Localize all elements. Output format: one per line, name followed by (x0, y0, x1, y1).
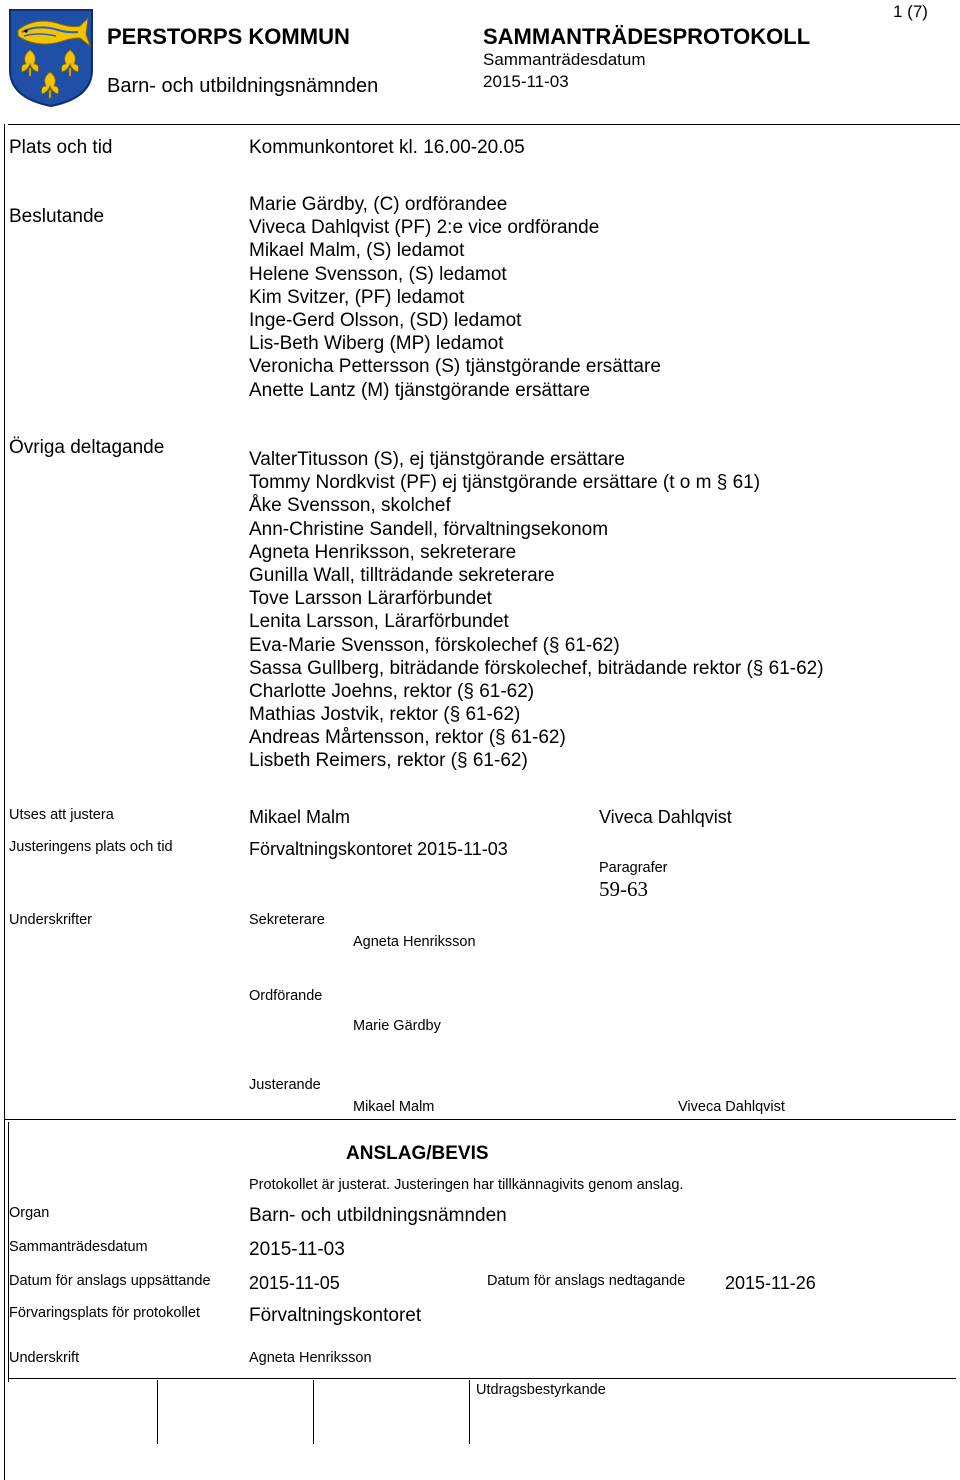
notice-bottom-divider (8, 1378, 956, 1379)
signature-label: Underskrift (9, 1350, 80, 1366)
signature-value: Agneta Henriksson (249, 1350, 372, 1366)
municipality-coat-of-arms (8, 8, 94, 108)
deciding-member: Helene Svensson, (S) ledamot (249, 263, 507, 285)
meeting-date-label: Sammanträdesdatum (483, 50, 646, 69)
other-participant: Charlotte Joehns, rektor (§ 61-62) (249, 680, 535, 702)
storage-label: Förvaringsplats för protokollet (9, 1305, 200, 1321)
deciding-member: Kim Svitzer, (PF) ledamot (249, 286, 465, 308)
paragraphs-label: Paragrafer (599, 860, 668, 876)
notice-title: ANSLAG/BEVIS (346, 1143, 489, 1164)
footer-cell-divider-1 (157, 1380, 158, 1444)
coat-of-arms-icon (8, 8, 94, 108)
paragraphs-value: 59-63 (599, 877, 648, 901)
others-label: Övriga deltagande (9, 437, 165, 458)
left-border (4, 124, 5, 1480)
other-participant: Mathias Jostvik, rektor (§ 61-62) (249, 704, 521, 726)
organ-label: Organ (9, 1205, 50, 1221)
adjust-label: Utses att justera (9, 807, 114, 823)
chair-label: Ordförande (249, 988, 323, 1004)
other-participant: Ann-Christine Sandell, förvaltningsekonom (249, 518, 609, 540)
notice-meeting-date-label: Sammanträdesdatum (9, 1239, 148, 1255)
removed-date-label: Datum för anslags nedtagande (487, 1273, 686, 1289)
adjust-place-value: Förvaltningskontoret 2015-11-03 (249, 839, 508, 859)
deciding-member: Viveca Dahlqvist (PF) 2:e vice ordförande (249, 217, 600, 239)
other-participants-list (249, 448, 824, 773)
organ-value: Barn- och utbildningsnämnden (249, 1205, 507, 1226)
adjuster-signature-1: Mikael Malm (353, 1099, 435, 1115)
other-participant: Lisbeth Reimers, rektor (§ 61-62) (249, 750, 528, 772)
signatures-label: Underskrifter (9, 912, 92, 928)
other-participant: Gunilla Wall, tillträdande sekreterare (249, 564, 555, 586)
footer-cell-divider-2 (313, 1380, 314, 1444)
adjuster-signature-label: Justerande (249, 1077, 321, 1093)
deciding-members-list (249, 193, 661, 402)
secretary-name: Agneta Henriksson (353, 934, 476, 950)
adjuster-signature-2: Viveca Dahlqvist (678, 1099, 785, 1115)
document-type: SAMMANTRÄDESPROTOKOLL (483, 24, 811, 49)
storage-value: Förvaltningskontoret (249, 1305, 422, 1326)
adjuster-1: Mikael Malm (249, 807, 351, 827)
chair-name: Marie Gärdby (353, 1018, 441, 1034)
other-participant: Agneta Henriksson, sekreterare (249, 541, 517, 563)
posted-date-value: 2015-11-05 (249, 1273, 340, 1293)
deciding-member: Anette Lantz (M) tjänstgörande ersättare (249, 379, 591, 401)
other-participant: Tommy Nordkvist (PF) ej tjänstgörande ersättare (t o m § 61) (249, 472, 761, 494)
signatures-divider (4, 1119, 956, 1120)
committee-name: Barn- och utbildningsnämnden (107, 75, 379, 97)
deciding-member: Veronicha Pettersson (S) tjänstgörande ersättare (249, 356, 661, 378)
deciding-member: Marie Gärdby, (C) ordförandee (249, 194, 508, 215)
other-participant: Åke Svensson, skolchef (249, 495, 451, 517)
deciding-member: Inge-Gerd Olsson, (SD) ledamot (249, 309, 522, 331)
header-divider (8, 124, 960, 125)
place-label: Plats och tid (9, 137, 113, 158)
other-participant: Tove Larsson Lärarförbundet (249, 588, 492, 610)
page-number: 1 (7) (893, 2, 928, 21)
place-value: Kommunkontoret kl. 16.00-20.05 (249, 137, 525, 158)
posted-date-label: Datum för anslags uppsättande (9, 1273, 211, 1289)
municipality-name: PERSTORPS KOMMUN (107, 24, 350, 49)
other-participant: Sassa Gullberg, biträdande förskolechef, biträdande rektor (§ 61-62) (249, 657, 824, 679)
other-participant: Lenita Larsson, Lärarförbundet (249, 611, 509, 633)
deciding-label: Beslutande (9, 206, 105, 227)
adjust-place-label: Justeringens plats och tid (9, 839, 173, 855)
notice-meeting-date-value: 2015-11-03 (249, 1239, 345, 1260)
deciding-member: Mikael Malm, (S) ledamot (249, 240, 465, 262)
extract-certification-label: Utdragsbestyrkande (476, 1382, 606, 1398)
other-participant: Eva-Marie Svensson, förskolechef (§ 61-62) (249, 634, 620, 656)
adjuster-2: Viveca Dahlqvist (599, 807, 732, 827)
other-participant: Andreas Mårtensson, rektor (§ 61-62) (249, 727, 566, 749)
secretary-label: Sekreterare (249, 912, 325, 928)
deciding-member: Lis-Beth Wiberg (MP) ledamot (249, 333, 504, 355)
meeting-date: 2015-11-03 (483, 72, 569, 91)
other-participant: ValterTitusson (S), ej tjänstgörande ersättare (249, 449, 625, 470)
notice-text: Protokollet är justerat. Justeringen har tillkännagivits genom anslag. (249, 1177, 684, 1193)
footer-cell-divider-3 (469, 1380, 470, 1444)
removed-date-value: 2015-11-26 (725, 1273, 816, 1293)
